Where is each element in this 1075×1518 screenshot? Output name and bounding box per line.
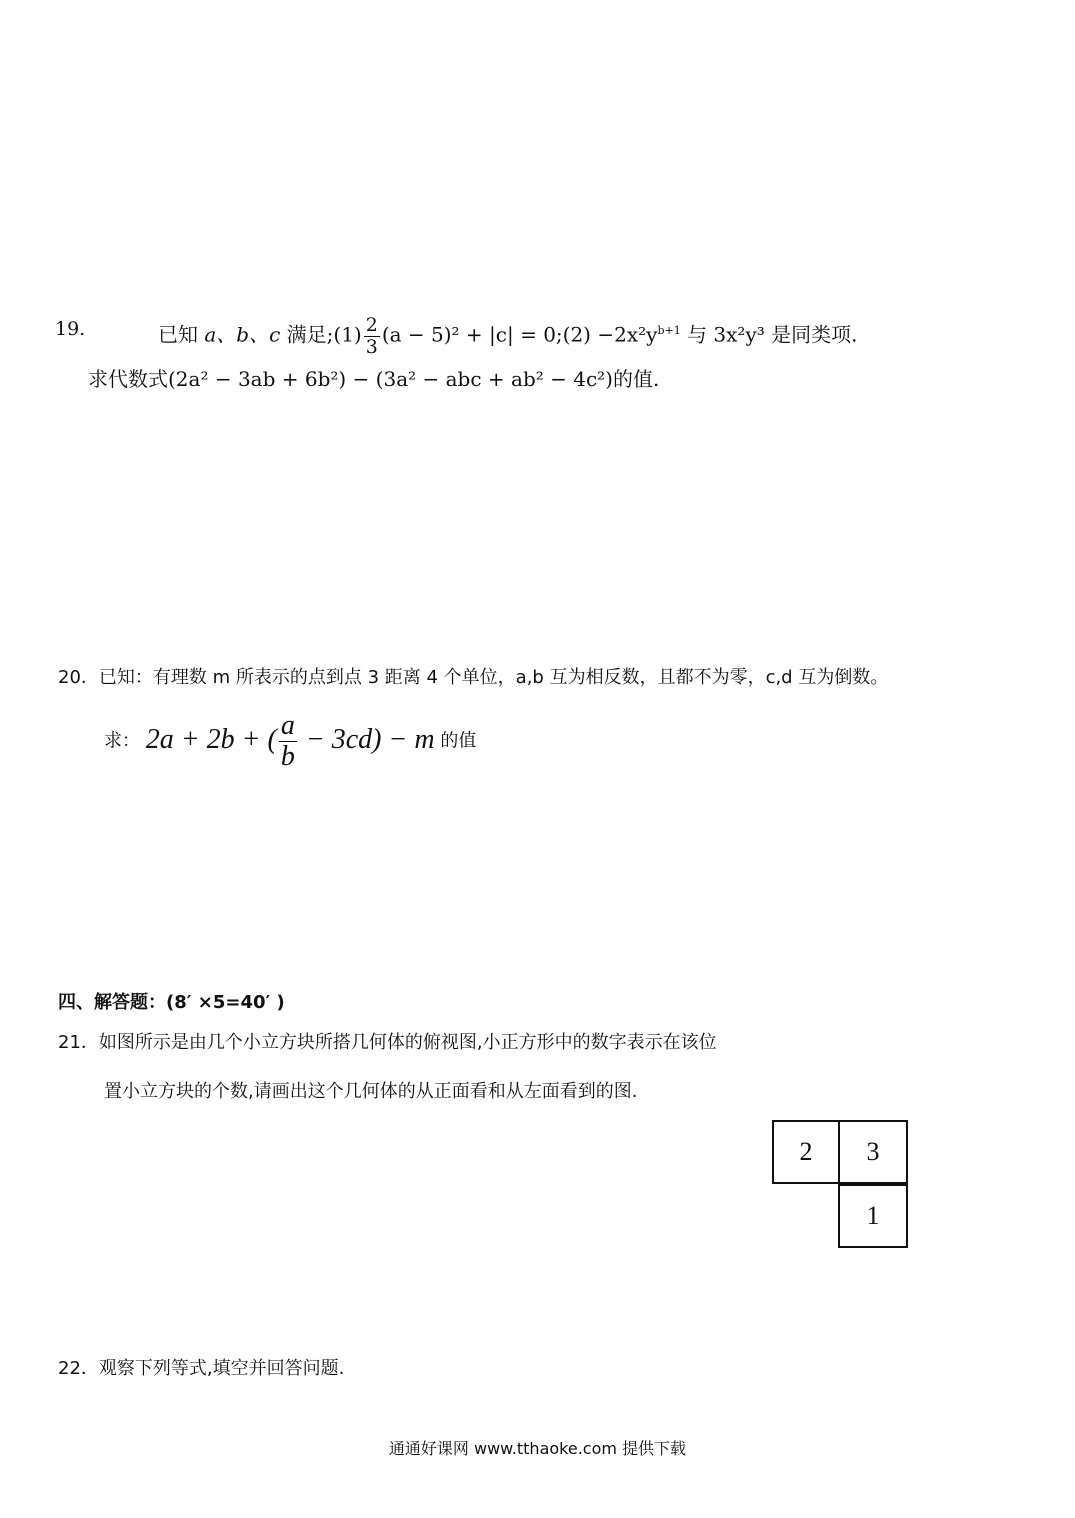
q20-expr-right: − 3cd) − m [298,723,435,755]
q20-prefix: 求： [104,730,140,752]
q22-line-1: 22．观察下列等式,填空并回答问题. [58,1358,345,1379]
footer-source: 通通好课网 www.tthaoke.com 提供下载 [388,1439,687,1458]
q19-conclusion: 是同类项. [764,322,858,347]
q20-given-line: 20．已知：有理数 m 所表示的点到点 3 距离 4 个单位，a,b 互为相反数，且都不为零，c,d 互为倒数。 [58,667,889,688]
q19-condition-line [158,306,857,360]
q20-expression [145,710,435,772]
q19-vars: a、b、c [204,322,281,347]
q20-frac-num: a [280,710,295,741]
q19-frac-num: 2 [365,313,378,336]
q19-frac-den: 3 [365,335,378,358]
q20-frac-den: b [280,741,295,772]
q20-question-line [104,712,476,771]
q21-line-1: 21．如图所示是由几个小立方块所搭几何体的俯视图,小正方形中的数字表示在该位 [58,1032,717,1053]
q19-intro: 已知 [158,322,205,347]
q19-exponent: b+1 [657,324,681,337]
grid-cell-top-right: 3 [838,1120,908,1184]
q20-expr-left: 2a + 2b + ( [145,723,277,755]
q19-cond1-rest: (a − 5)² + |c| = 0;(2) −2x²y [381,322,658,347]
q19-term2: 3x²y³ [713,322,765,347]
q19-connector: 与 [680,322,714,347]
section-four-title: 四、解答题：(8′ ×5=40′ ) [58,992,285,1013]
q19-cond-label: 满足;(1) [280,322,362,347]
q20-fraction [279,712,297,771]
q19-question-line: 求代数式(2a² − 3ab + 6b²) − (3a² − abc + ab² − 4c²)的值. [88,367,660,391]
q19-fraction [364,313,380,358]
grid-cell-bottom-right: 1 [838,1184,908,1248]
q20-suffix: 的值 [440,730,477,752]
q19-number: 19. [55,318,86,340]
grid-cell-top-left: 2 [772,1120,840,1184]
q21-line-2: 置小立方块的个数,请画出这个几何体的从正面看和从左面看到的图. [104,1081,638,1102]
